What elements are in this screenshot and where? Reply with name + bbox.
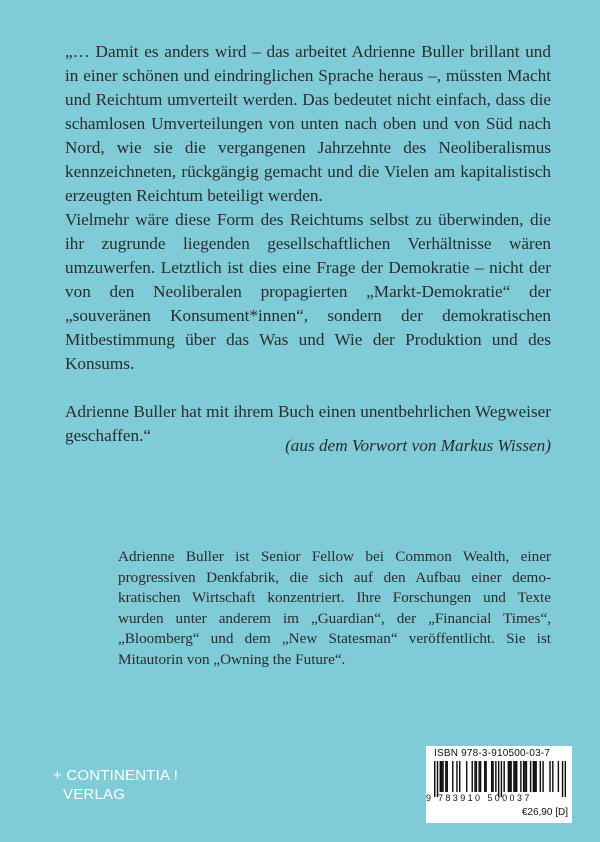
barcode-bar xyxy=(485,761,486,792)
quote-attribution: (aus dem Vorwort von Markus Wissen) xyxy=(285,436,551,455)
barcode-bar xyxy=(552,761,553,792)
isbn-label: ISBN 978-3-910500-03-7 xyxy=(434,748,551,759)
barcode-bar xyxy=(523,761,524,792)
barcode-bar xyxy=(520,761,521,792)
barcode-bar xyxy=(459,761,460,792)
barcode-bar xyxy=(501,761,502,797)
barcode-bar xyxy=(441,761,442,792)
barcode-bar xyxy=(524,761,525,792)
barcode-bar xyxy=(452,761,453,792)
barcode-bar xyxy=(440,761,441,792)
barcode-bar xyxy=(515,761,516,792)
barcode-bar xyxy=(480,761,481,792)
barcode-bar xyxy=(466,761,467,792)
barcode-bar xyxy=(535,761,536,792)
barcode-bar xyxy=(565,761,566,797)
barcode-bar xyxy=(447,761,448,792)
barcode-bar xyxy=(445,761,446,792)
barcode-bar xyxy=(540,761,541,792)
barcode-bar xyxy=(503,761,504,792)
quote-paragraph: Adrienne Buller hat mit ihrem Buch einen unentbehrlichen Wegweiser geschaffen.“ xyxy=(65,402,551,445)
quote-paragraph: „… Damit es anders wird – das arbeitet Adrienne Buller brillant und in einer schönen und eindringlichen Sprache heraus –, müssten Macht und Reichtum umverteilt werden. Das bedeutet nicht einfach, dass die schamlosen Umverteilungen von unten nach oben und von Süd nach Nord, wie sie die vergangenen Jahrzehnte des Neoliberalismus kennzeichneten, rückgängig gemacht und die Vielen am kapitalistisch erzeugten Reichtum beteiligt werden. xyxy=(65,42,551,205)
publisher-subname: VERLAG xyxy=(63,786,126,803)
barcode-bar xyxy=(498,761,499,797)
barcode-bar xyxy=(510,761,511,792)
barcode-bar xyxy=(549,761,550,792)
back-cover-quote xyxy=(65,40,551,448)
barcode-bar xyxy=(562,761,563,797)
barcode-bar xyxy=(472,761,473,792)
barcode-bar xyxy=(456,761,457,792)
barcode-bar xyxy=(508,761,509,792)
barcode-bar xyxy=(434,761,435,797)
publisher-name: + CONTINENTIA ! xyxy=(53,767,179,784)
barcode-bar xyxy=(509,761,510,792)
barcode-bar xyxy=(530,761,531,792)
barcode-bar xyxy=(437,761,438,797)
barcode-bar xyxy=(533,761,534,792)
barcode-bar xyxy=(534,761,535,792)
barcode-bar xyxy=(474,761,475,792)
isbn-barcode xyxy=(426,746,572,823)
barcode-bar xyxy=(442,761,443,792)
barcode-bar xyxy=(492,761,493,792)
barcode-bars xyxy=(434,761,566,797)
barcode-bar xyxy=(526,761,527,792)
barcode-bar xyxy=(513,761,514,792)
barcode-bar xyxy=(478,761,479,792)
barcode-bar xyxy=(558,761,559,792)
barcode-lead-digit: 9 xyxy=(426,793,432,803)
barcode-bar xyxy=(495,761,496,792)
barcode-bar xyxy=(491,761,492,792)
barcode-digits: 783910 500037 xyxy=(438,793,532,803)
quote-paragraph: Vielmehr wäre diese Form des Reichtums selbst zu überwinden, die ihr zugrunde liegenden gesellschaftlichen Verhältnisse wären umzuwerfen. Letztlich ist dies eine Frage der Demokratie – nicht der von den Neoliberalen propagierten „Markt-Demokratie“ der „souveränen Konsument*innen“, sondern der demokratischen Mitbestimmung über das Was und Wie der Produktion und des Konsums. xyxy=(65,210,551,373)
price-label: €26,90 [D] xyxy=(521,807,568,818)
barcode-bar xyxy=(542,761,543,792)
barcode-bar xyxy=(516,761,517,792)
publisher-logo xyxy=(53,766,178,804)
barcode-bar xyxy=(484,761,485,792)
barcode-bar xyxy=(476,761,477,792)
author-bio: Adrienne Buller ist Senior Fellow bei Common Wealth, einer progressiven Denkfabrik, die sich auf den Aufbau einer demokratischen Wirtschaft konzentriert. Ihre Forschungen und Texte wurden unter anderem im „Guardian“, der „Financial Times“, „Bloomberg“ und dem „New Statesman“ veröffentlicht. Sie ist Mitautorin von „Owning the Future“. xyxy=(118,548,551,668)
